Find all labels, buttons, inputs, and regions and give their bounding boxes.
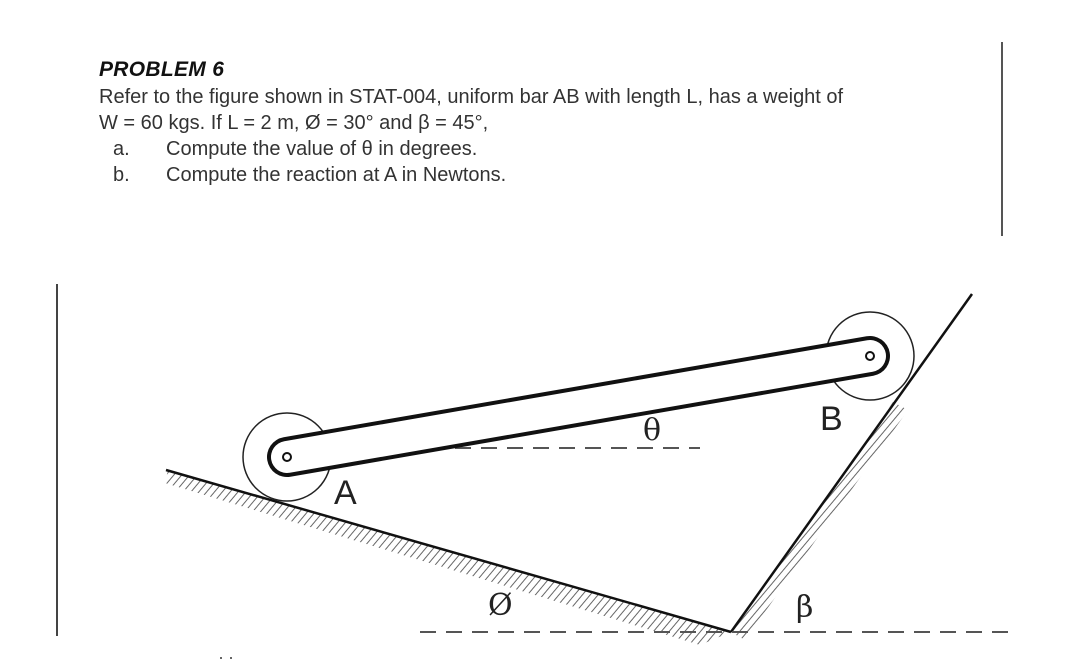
pin-a: [283, 453, 291, 461]
left-incline-surface: [166, 470, 731, 632]
question-text: Compute the value of θ in degrees.: [166, 138, 478, 160]
question-text: Compute the reaction at A in Newtons.: [166, 164, 507, 186]
problem-title: PROBLEM 6: [99, 58, 225, 81]
beta-label: β: [796, 590, 814, 625]
problem-statement-line-1: Refer to the figure shown in STAT-004, uniform bar AB with length L, has a weight of: [99, 86, 844, 108]
phi-label: Ø: [488, 588, 513, 623]
question-marker: b.: [113, 164, 130, 186]
label-a: A: [334, 474, 357, 512]
bar-ab-fill: [287, 356, 870, 457]
problem-statement-line-2: W = 60 kgs. If L = 2 m, Ø = 30° and β = 45°,: [99, 112, 489, 134]
label-b: B: [820, 400, 843, 438]
question-marker: a.: [113, 138, 130, 160]
theta-label: θ: [643, 413, 662, 448]
pin-b: [866, 352, 874, 360]
left-incline-hatching: [165, 470, 731, 645]
